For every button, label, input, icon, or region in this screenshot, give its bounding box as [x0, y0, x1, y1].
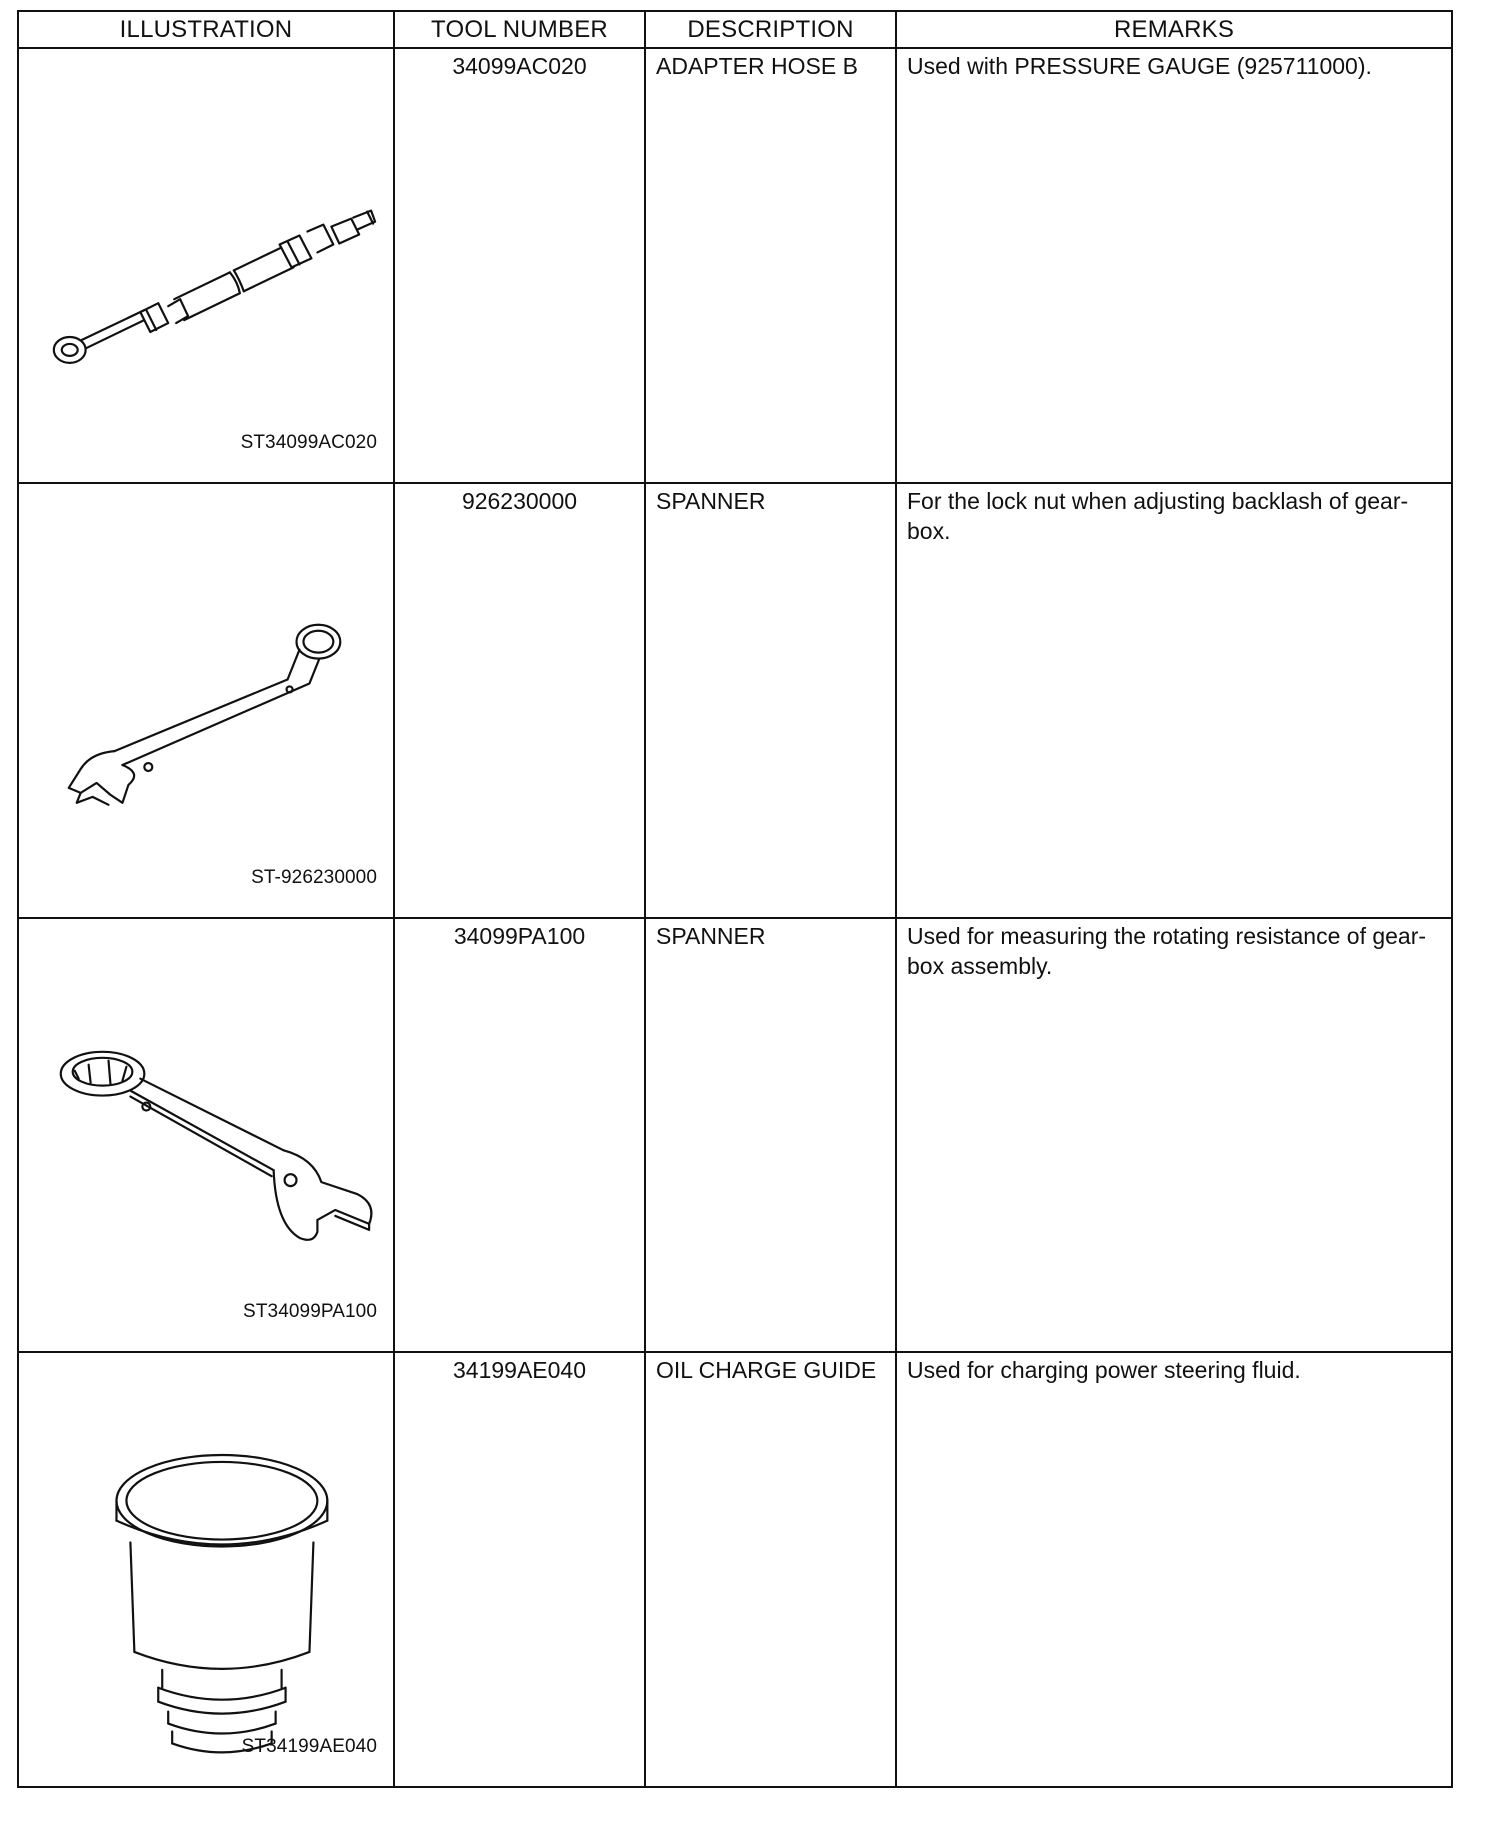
illustration-cell: [18, 483, 394, 918]
tool-number-cell: 34199AE040: [394, 1352, 645, 1787]
header-tool-number: TOOL NUMBER: [394, 11, 645, 48]
remarks-cell: For the lock nut when adjusting backlash of gear-box.: [896, 483, 1452, 918]
header-row: [18, 11, 1452, 48]
table-row: [18, 1352, 1452, 1787]
oil-charge-guide-illustration: [19, 1353, 393, 1786]
table-row: [18, 483, 1452, 918]
illustration-cell: [18, 1352, 394, 1787]
header-illustration: ILLUSTRATION: [18, 11, 394, 48]
remarks-cell: Used for measuring the rotating resistance of gear-box assembly.: [896, 918, 1452, 1353]
illustration-cell: [18, 48, 394, 483]
description-cell: OIL CHARGE GUIDE: [645, 1352, 896, 1787]
illustration-cell: [18, 918, 394, 1353]
header-description: DESCRIPTION: [645, 11, 896, 48]
description-cell: ADAPTER HOSE B: [645, 48, 896, 483]
tool-number-cell: 34099AC020: [394, 48, 645, 483]
combination-spanner-illustration: [19, 919, 393, 1352]
illustration-caption: ST-926230000: [251, 866, 377, 888]
description-cell: SPANNER: [645, 918, 896, 1353]
illustration-caption: ST34199AE040: [241, 1736, 377, 1757]
remarks-cell: Used with PRESSURE GAUGE (925711000).: [896, 48, 1452, 483]
offset-spanner-illustration: [19, 484, 393, 917]
special-tools-table: [17, 10, 1453, 1788]
illustration-caption: ST34099AC020: [240, 431, 377, 453]
table-row: [18, 48, 1452, 483]
table-row: [18, 918, 1452, 1353]
illustration-caption: ST34099PA100: [243, 1301, 377, 1323]
remarks-cell: Used for charging power steering fluid.: [896, 1352, 1452, 1787]
tool-number-cell: 34099PA100: [394, 918, 645, 1353]
description-cell: SPANNER: [645, 483, 896, 918]
header-remarks: REMARKS: [896, 11, 1452, 48]
adapter-hose-illustration: [19, 49, 393, 482]
tool-number-cell: 926230000: [394, 483, 645, 918]
